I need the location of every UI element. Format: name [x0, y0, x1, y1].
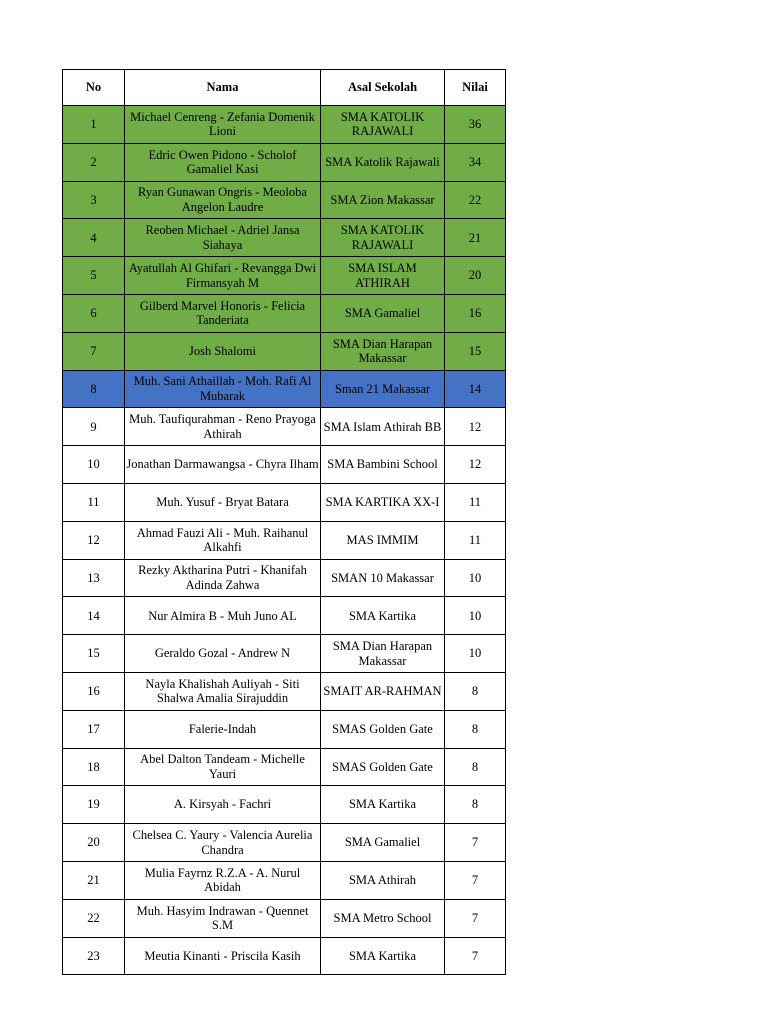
cell-nama: Chelsea C. Yaury - Valencia Aurelia Chandra	[125, 824, 321, 862]
cell-nama: Reoben Michael - Adriel Jansa Siahaya	[125, 219, 321, 257]
cell-nama: Nur Almira B - Muh Juno AL	[125, 597, 321, 635]
cell-asal-sekolah: SMAS Golden Gate	[321, 748, 445, 786]
cell-no: 2	[63, 143, 125, 181]
cell-nama: Muh. Taufiqurahman - Reno Prayoga Athirah	[125, 408, 321, 446]
cell-no: 6	[63, 294, 125, 332]
header-asal-sekolah: Asal Sekolah	[321, 70, 445, 106]
cell-no: 5	[63, 257, 125, 295]
table-row	[63, 748, 506, 786]
cell-no: 18	[63, 748, 125, 786]
header-nilai: Nilai	[445, 70, 506, 106]
cell-asal-sekolah: SMAIT AR-RAHMAN	[321, 672, 445, 710]
cell-nilai: 10	[445, 635, 506, 673]
cell-no: 23	[63, 937, 125, 975]
table-row	[63, 143, 506, 181]
cell-nilai: 7	[445, 861, 506, 899]
table-body	[63, 106, 506, 975]
cell-asal-sekolah: SMA Kartika	[321, 597, 445, 635]
cell-nilai: 34	[445, 143, 506, 181]
table-row	[63, 597, 506, 635]
cell-asal-sekolah: SMAN 10 Makassar	[321, 559, 445, 597]
cell-asal-sekolah: SMA KARTIKA XX-I	[321, 483, 445, 521]
cell-nama: Ayatullah Al Ghifari - Revangga Dwi Firmansyah M	[125, 257, 321, 295]
cell-no: 14	[63, 597, 125, 635]
cell-asal-sekolah: MAS IMMIM	[321, 521, 445, 559]
cell-nilai: 8	[445, 672, 506, 710]
table-row	[63, 181, 506, 219]
cell-asal-sekolah: SMA Metro School	[321, 899, 445, 937]
cell-nama: Gilberd Marvel Honoris - Felicia Tanderiata	[125, 294, 321, 332]
cell-no: 10	[63, 446, 125, 484]
cell-nilai: 16	[445, 294, 506, 332]
cell-nama: Michael Cenreng - Zefania Domenik Lioni	[125, 106, 321, 144]
table-row	[63, 937, 506, 975]
cell-no: 11	[63, 483, 125, 521]
cell-no: 1	[63, 106, 125, 144]
cell-nilai: 10	[445, 559, 506, 597]
cell-nilai: 7	[445, 899, 506, 937]
cell-nama: A. Kirsyah - Fachri	[125, 786, 321, 824]
cell-asal-sekolah: SMA Gamaliel	[321, 294, 445, 332]
cell-nilai: 20	[445, 257, 506, 295]
cell-no: 13	[63, 559, 125, 597]
cell-asal-sekolah: SMA Islam Athirah BB	[321, 408, 445, 446]
cell-nilai: 12	[445, 446, 506, 484]
table-row	[63, 332, 506, 370]
table-row	[63, 219, 506, 257]
cell-no: 17	[63, 710, 125, 748]
cell-asal-sekolah: SMA Bambini School	[321, 446, 445, 484]
cell-asal-sekolah: SMA Dian Harapan Makassar	[321, 332, 445, 370]
cell-no: 16	[63, 672, 125, 710]
table-row	[63, 710, 506, 748]
table-header-row	[63, 70, 506, 106]
cell-nilai: 11	[445, 483, 506, 521]
cell-nama: Ahmad Fauzi Ali - Muh. Raihanul Alkahfi	[125, 521, 321, 559]
ranking-sheet	[62, 69, 505, 963]
cell-no: 9	[63, 408, 125, 446]
cell-nilai: 22	[445, 181, 506, 219]
cell-no: 20	[63, 824, 125, 862]
cell-asal-sekolah: SMA Kartika	[321, 937, 445, 975]
cell-no: 7	[63, 332, 125, 370]
cell-nilai: 11	[445, 521, 506, 559]
cell-nilai: 14	[445, 370, 506, 408]
cell-no: 4	[63, 219, 125, 257]
table-row	[63, 483, 506, 521]
cell-nama: Abel Dalton Tandeam - Michelle Yauri	[125, 748, 321, 786]
table-row	[63, 899, 506, 937]
ranking-table	[62, 69, 506, 975]
table-row	[63, 521, 506, 559]
cell-nilai: 7	[445, 937, 506, 975]
table-row	[63, 408, 506, 446]
table-row	[63, 672, 506, 710]
cell-asal-sekolah: SMA KATOLIK RAJAWALI	[321, 219, 445, 257]
table-row	[63, 370, 506, 408]
cell-asal-sekolah: SMA Dian Harapan Makassar	[321, 635, 445, 673]
cell-nama: Meutia Kinanti - Priscila Kasih	[125, 937, 321, 975]
cell-nama: Ryan Gunawan Ongris - Meoloba Angelon Laudre	[125, 181, 321, 219]
cell-nama: Mulia Fayrnz R.Z.A - A. Nurul Abidah	[125, 861, 321, 899]
table-row	[63, 257, 506, 295]
table-row	[63, 559, 506, 597]
cell-asal-sekolah: SMA ISLAM ATHIRAH	[321, 257, 445, 295]
cell-no: 19	[63, 786, 125, 824]
cell-nama: Geraldo Gozal - Andrew N	[125, 635, 321, 673]
cell-no: 8	[63, 370, 125, 408]
cell-nama: Jonathan Darmawangsa - Chyra Ilham	[125, 446, 321, 484]
cell-asal-sekolah: SMA Gamaliel	[321, 824, 445, 862]
cell-no: 21	[63, 861, 125, 899]
table-row	[63, 635, 506, 673]
cell-nilai: 8	[445, 710, 506, 748]
table-row	[63, 294, 506, 332]
table-row	[63, 446, 506, 484]
cell-nilai: 10	[445, 597, 506, 635]
cell-nama: Edric Owen Pidono - Scholof Gamaliel Kasi	[125, 143, 321, 181]
cell-nama: Josh Shalomi	[125, 332, 321, 370]
cell-nama: Muh. Yusuf - Bryat Batara	[125, 483, 321, 521]
cell-asal-sekolah: SMA Katolik Rajawali	[321, 143, 445, 181]
cell-asal-sekolah: SMA Zion Makassar	[321, 181, 445, 219]
table-row	[63, 106, 506, 144]
cell-nilai: 12	[445, 408, 506, 446]
cell-no: 15	[63, 635, 125, 673]
cell-no: 22	[63, 899, 125, 937]
cell-asal-sekolah: SMA Athirah	[321, 861, 445, 899]
cell-nilai: 36	[445, 106, 506, 144]
table-row	[63, 824, 506, 862]
cell-nilai: 8	[445, 786, 506, 824]
table-row	[63, 861, 506, 899]
cell-nilai: 15	[445, 332, 506, 370]
cell-no: 3	[63, 181, 125, 219]
header-no: No	[63, 70, 125, 106]
cell-asal-sekolah: SMA Kartika	[321, 786, 445, 824]
cell-nama: Muh. Hasyim Indrawan - Quennet S.M	[125, 899, 321, 937]
cell-nilai: 21	[445, 219, 506, 257]
cell-asal-sekolah: Sman 21 Makassar	[321, 370, 445, 408]
cell-asal-sekolah: SMAS Golden Gate	[321, 710, 445, 748]
header-nama: Nama	[125, 70, 321, 106]
cell-nilai: 7	[445, 824, 506, 862]
cell-nama: Muh. Sani Athaillah - Moh. Rafi Al Mubarak	[125, 370, 321, 408]
cell-nama: Falerie-Indah	[125, 710, 321, 748]
cell-no: 12	[63, 521, 125, 559]
cell-nilai: 8	[445, 748, 506, 786]
cell-nama: Nayla Khalishah Auliyah - Siti Shalwa Amalia Sirajuddin	[125, 672, 321, 710]
table-row	[63, 786, 506, 824]
cell-nama: Rezky Aktharina Putri - Khanifah Adinda Zahwa	[125, 559, 321, 597]
cell-asal-sekolah: SMA KATOLIK RAJAWALI	[321, 106, 445, 144]
